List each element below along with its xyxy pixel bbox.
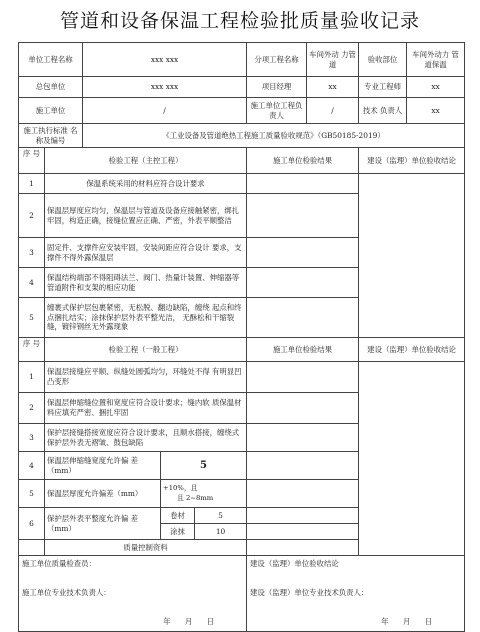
main-item-text: 固定件、支撑件应安装牢固，安装间距应符合设计 要求，支撑件不得外露保温层	[45, 238, 247, 268]
general-conclusion-header: 建设（监理）单位验收结论	[359, 338, 465, 362]
main-result-header: 施工单位检验结果	[247, 148, 359, 174]
general-result-header: 施工单位检验结果	[247, 338, 359, 362]
acceptance-part-label: 验收部位	[359, 43, 407, 77]
general-item-result	[247, 480, 359, 508]
supervision-signature-cell	[247, 556, 465, 632]
main-item-no: 2	[19, 194, 45, 238]
quality-docs-label: 质量控制资料	[45, 540, 247, 556]
prof-foreman-value: xx	[407, 77, 465, 98]
main-item-result	[247, 238, 359, 268]
main-item-text: 保温系统采用的材料应符合设计要求	[45, 174, 247, 194]
general-seq-label: 序 号	[19, 338, 45, 362]
document-title: 管道和设备保温工程检验批质量验收记录	[59, 10, 420, 32]
sub-project-label: 分项工程名称	[247, 43, 307, 77]
general-item-result	[247, 508, 359, 524]
main-item-no: 3	[19, 238, 45, 268]
sub-item-value: 5	[195, 508, 247, 524]
general-item-value: 5	[161, 452, 247, 480]
standard-label: 施工执行标准 名称及编号	[19, 124, 83, 148]
table-row	[19, 362, 465, 393]
tech-leader-label: 技术 负责人	[359, 98, 407, 124]
main-item-no: 4	[19, 268, 45, 298]
general-item-text: 保护层外表平整度允许偏 差（mm）	[45, 508, 161, 540]
construction-date: 年 月 日	[163, 617, 221, 627]
construction-unit-leader-value: /	[307, 98, 359, 124]
tech-leader-value: xx	[407, 98, 465, 124]
general-contractor-value: xxx xxx	[83, 77, 247, 98]
general-item-result	[247, 362, 359, 393]
general-conclusion-cell	[359, 362, 465, 556]
tolerance-line-a: +10%，且	[163, 484, 198, 493]
sub-item-value: 10	[195, 524, 247, 540]
general-item-tolerance	[161, 480, 247, 508]
construction-signature-cell	[19, 556, 247, 632]
acceptance-record-table	[18, 42, 465, 632]
general-item-header: 检验工程（一般工程）	[45, 338, 247, 362]
main-item-result	[247, 174, 359, 194]
general-item-text: 保温层伸缩缝宽度允许偏 差（mm）	[45, 452, 161, 480]
construction-check-label: 施工单位质量检查员：	[22, 559, 96, 568]
sub-project-value: 车间外动 力管道	[307, 43, 359, 77]
prof-foreman-label: 专业工程师	[359, 77, 407, 98]
acceptance-part-value: 车间外动力 管道保温	[407, 43, 465, 77]
sub-item-name: 涂抹	[161, 524, 195, 540]
main-item-result	[247, 298, 359, 338]
main-conclusion-header: 建设（监理）单位验收结论	[359, 148, 465, 174]
project-manager-label: 项目经理	[247, 77, 307, 98]
main-item-result	[247, 268, 359, 298]
table-row	[19, 174, 465, 194]
general-item-no: 5	[19, 480, 45, 508]
general-item-no: 6	[19, 508, 45, 540]
supervision-conclusion-label: 建设（监理）单位验收结论	[250, 559, 339, 568]
tolerance-line-b: 且 2~8mm	[177, 493, 214, 502]
general-item-no: 3	[19, 424, 45, 452]
main-item-text: 保温结构端部不得阻碍法兰、阀门、热量计装置、伸缩器等管道附件和支架的相应功能	[45, 268, 247, 298]
general-item-text: 保温层接缝应平顺、纵缝处圆弧均匀，环缝处不得 有明显凹凸变形	[45, 362, 247, 393]
main-item-text: 保温层厚度应均匀，保温层与管道及设备应接触紧密，绑扎牢固，构造正确，接缝位置应正确、严密，外表平顺整洁	[45, 194, 247, 238]
main-item-no: 5	[19, 298, 45, 338]
general-item-result	[247, 524, 359, 540]
general-item-result	[247, 424, 359, 452]
supervision-date: 年 月 日	[381, 617, 439, 627]
main-item-text: 缠裹式保护层包裹紧密，无松脱、翻边缺陷，缠绕 起点和终点捆扎结实；涂抹保护层外表平整光洁， 无酥松和干缩裂缝，镀锌钢丝无外露现象	[45, 298, 247, 338]
project-manager-value: xx	[307, 77, 359, 98]
general-item-result	[247, 452, 359, 480]
unit-project-value: xxx xxx	[83, 43, 247, 77]
unit-project-label: 单位工程名称	[19, 43, 83, 77]
construction-unit-leader-label: 施工单位工程负责人	[247, 98, 307, 124]
general-contractor-label: 总包单位	[19, 77, 83, 98]
quality-docs-result	[247, 540, 359, 556]
construction-tech-label: 施工单位专业技术负责人：	[22, 588, 111, 597]
general-item-no: 2	[19, 393, 45, 424]
supervision-tech-label: 建设（监理）单位专业技术负责人：	[250, 588, 369, 597]
sub-item-name: 卷材	[161, 508, 195, 524]
general-item-no: 4	[19, 452, 45, 480]
general-item-no: 1	[19, 362, 45, 393]
general-item-text: 保护层接缝搭接宽度应符合设计要求，且顺水搭接，缠绕式保护层外表无褶皱、鼓包缺陷	[45, 424, 247, 452]
construction-unit-value: /	[83, 98, 247, 124]
construction-unit-label: 施工单位	[19, 98, 83, 124]
quality-docs-no	[19, 540, 45, 556]
main-conclusion-cell	[359, 174, 465, 338]
general-item-result	[247, 393, 359, 424]
standard-value: 《工业设备及管道绝热工程施工质量验收规范》（GB50185-2019）	[83, 124, 465, 148]
general-item-text: 保温层厚度允许偏差（mm）	[45, 480, 161, 508]
main-item-header: 检验工程（主控工程）	[45, 148, 247, 174]
main-seq-label: 序 号	[19, 148, 45, 174]
main-item-no: 1	[19, 174, 45, 194]
general-item-text: 保温层伸缩缝位置和宽度应符合设计要求；缝内软 质保温材料应填充严密、捆扎牢固	[45, 393, 247, 424]
main-item-result	[247, 194, 359, 238]
